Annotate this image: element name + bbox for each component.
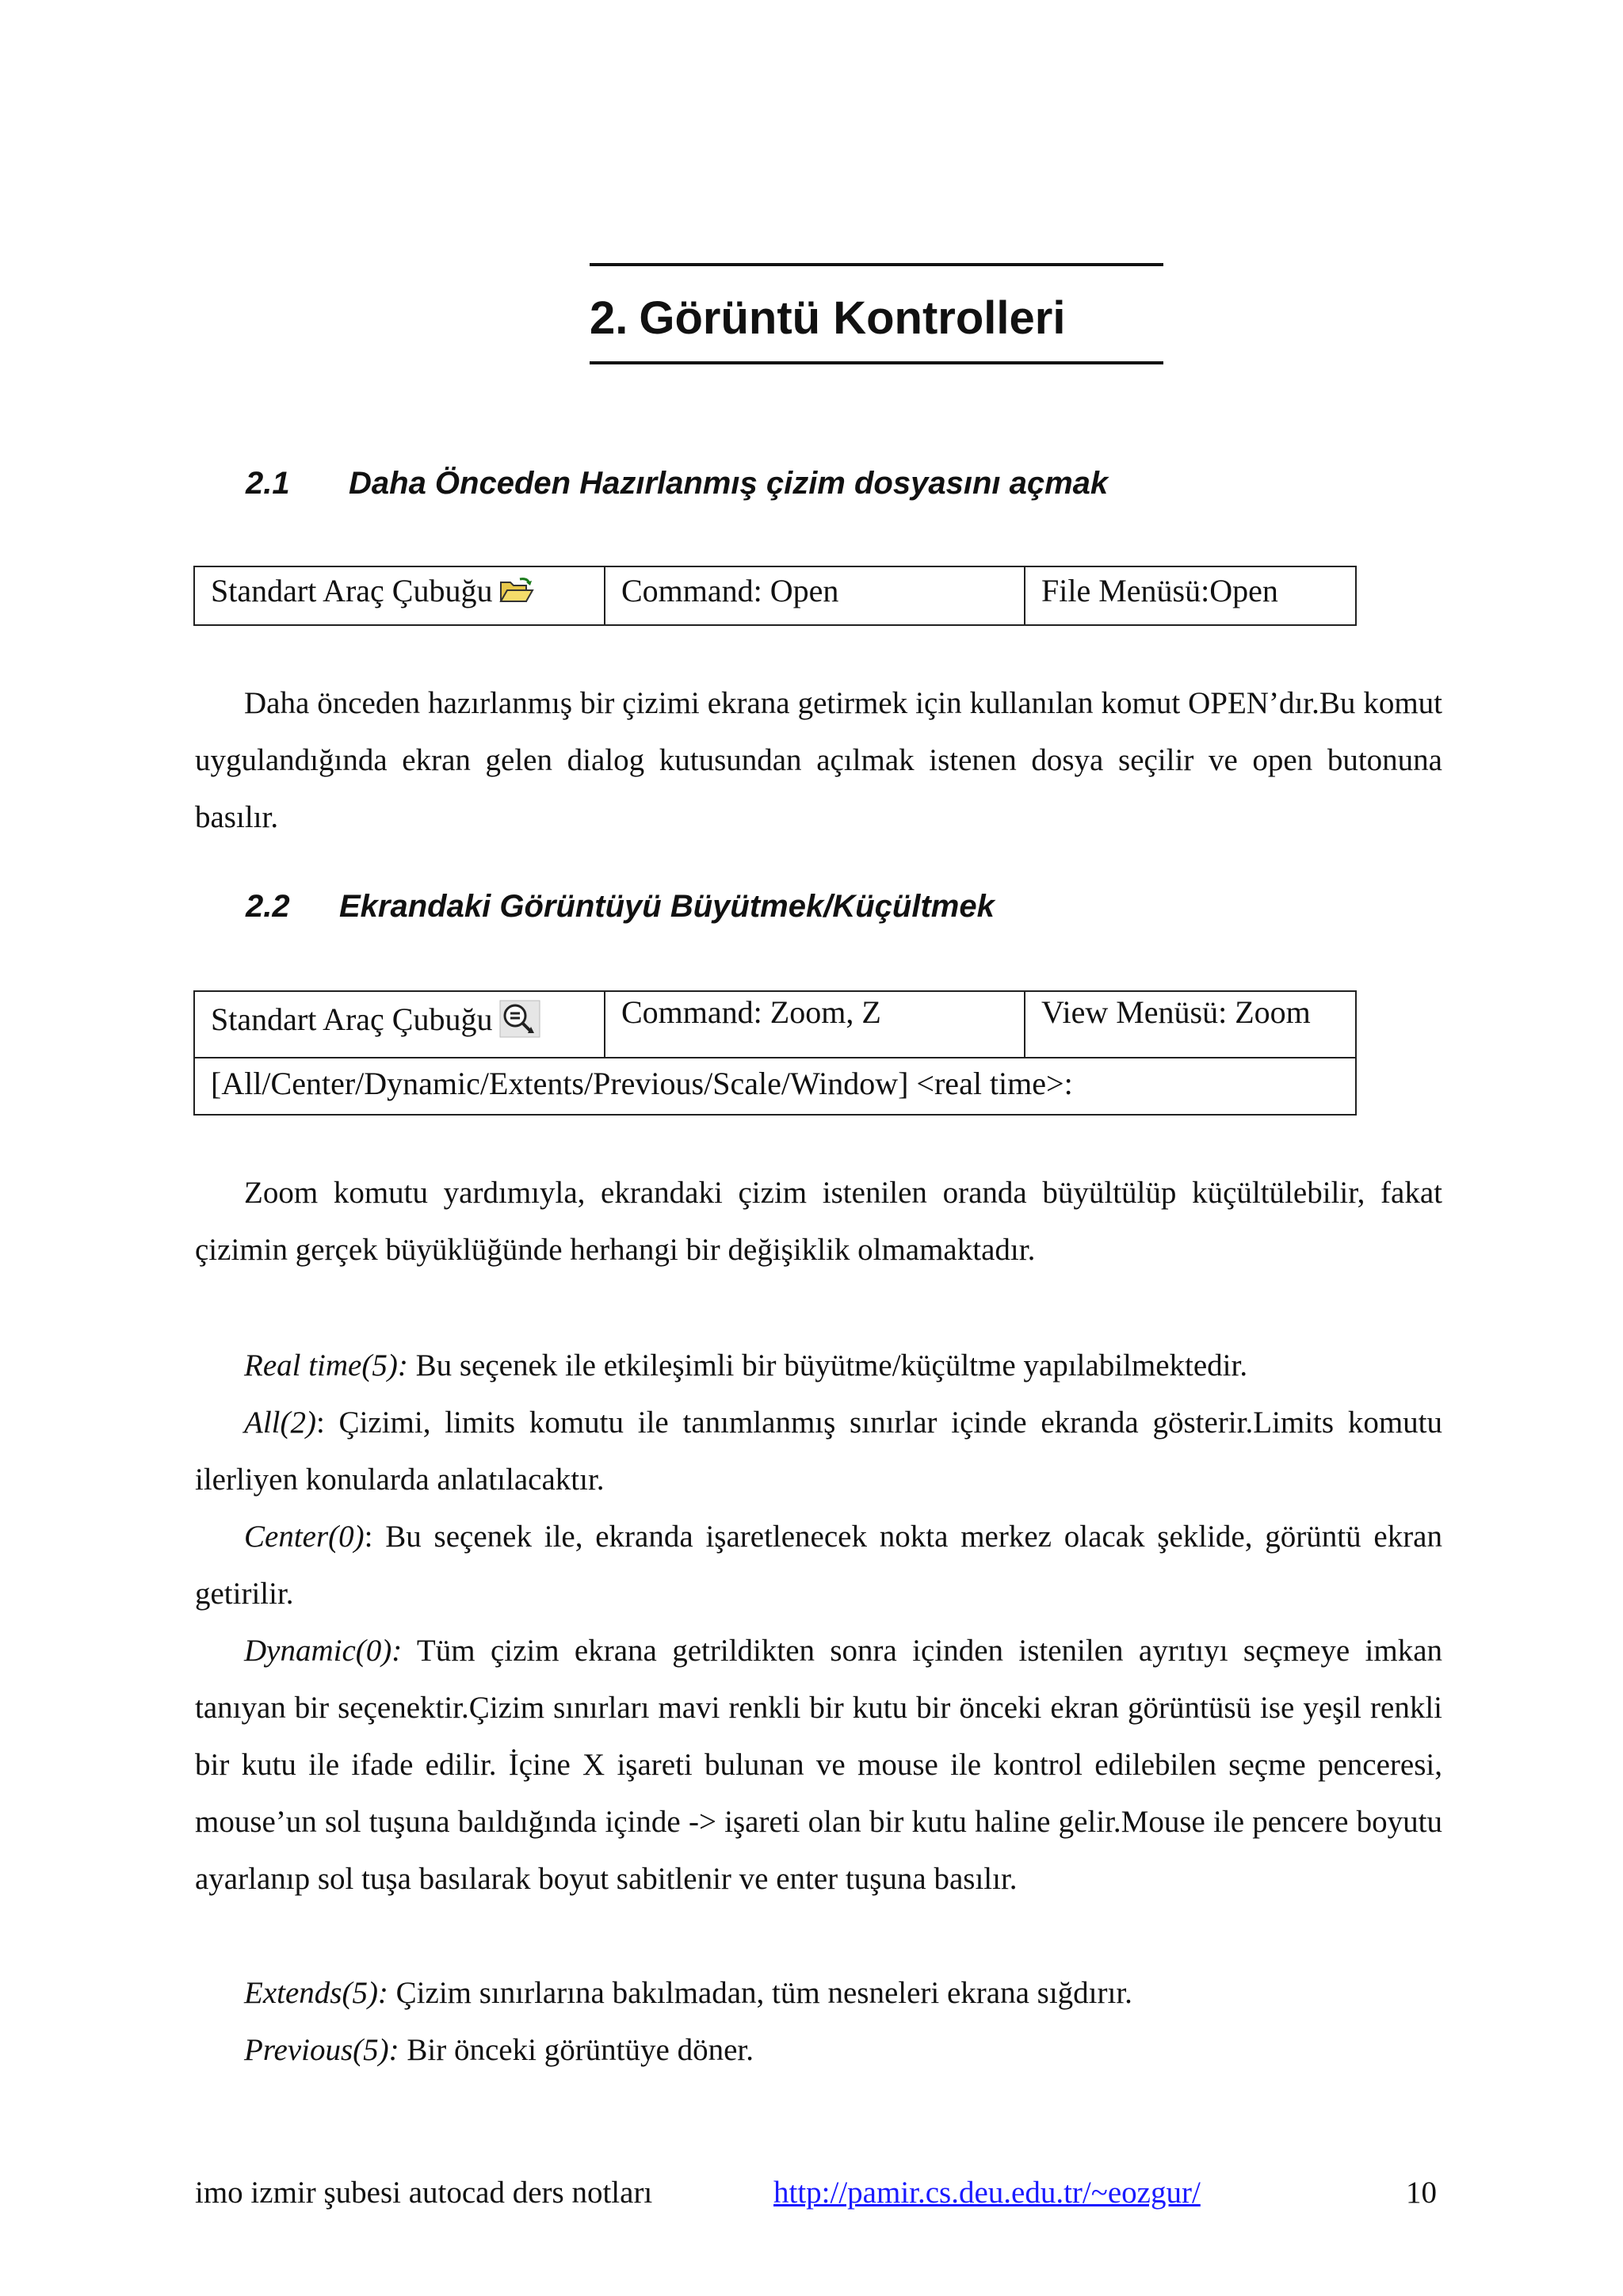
section-heading-2-2: [246, 884, 995, 929]
section-number: 2.1: [246, 466, 290, 501]
option-previous: [195, 2022, 1442, 2079]
option-dynamic: [195, 1623, 1442, 1908]
page-number: 10: [1406, 2176, 1437, 2210]
chapter-number: 2.: [590, 292, 628, 344]
zoom-realtime-icon: [499, 1000, 540, 1046]
footer-link[interactable]: http://pamir.cs.deu.edu.tr/~eozgur/: [773, 2176, 1201, 2210]
zoom-options-cell: [All/Center/Dynamic/Extents/Previous/Scale/Window] <real time>:: [194, 1058, 1356, 1115]
option-name: Center(0): [244, 1520, 365, 1554]
open-folder-icon: [499, 575, 534, 612]
option-text: : Bu seçenek ile, ekranda işaretlenecek nokta merkez olacak şeklide, görüntü ekran getirilir.: [195, 1520, 1442, 1611]
menu-cell: View Menüsü: Zoom: [1025, 991, 1356, 1058]
option-name: Dynamic(0):: [244, 1634, 403, 1668]
option-text: Bu seçenek ile etkileşimli bir büyütme/küçültme yapılabilmektedir.: [407, 1348, 1248, 1383]
section-heading-2-1: [246, 461, 1108, 505]
toolbar-label: Standart Araç Çubuğu: [211, 573, 493, 608]
chapter-title-text: Görüntü Kontrolleri: [639, 292, 1066, 344]
option-text: : Çizimi, limits komutu ile tanımlanmış sınırlar içinde ekranda gösterir.Limits komutu ilerliyen konularda anlatılacaktır.: [195, 1405, 1442, 1497]
section-title: Ekrandaki Görüntüyü Büyütmek/Küçültmek: [339, 889, 995, 924]
section-number: 2.2: [246, 889, 290, 924]
menu-cell: File Menüsü:Open: [1025, 566, 1356, 625]
option-text: Bir önceki görüntüye döner.: [399, 2033, 754, 2067]
chapter-rule-bottom: [590, 361, 1163, 364]
option-real-time: [195, 1337, 1442, 1394]
chapter-title: [590, 287, 1224, 350]
option-name: All(2): [244, 1405, 316, 1440]
option-name: Extends(5):: [244, 1976, 388, 2010]
zoom-command-table: [193, 990, 1357, 1116]
option-text: Çizim sınırlarına bakılmadan, tüm nesneleri ekrana sığdırır.: [388, 1976, 1132, 2010]
paragraph-open-description: Daha önceden hazırlanmış bir çizimi ekrana getirmek için kullanılan komut OPEN’dır.Bu komut uygulandığında ekran gelen dialog kutusundan açılmak istenen dosya seçilir ve open butonuna basılır.: [195, 686, 1442, 834]
option-name: Real time(5):: [244, 1348, 408, 1383]
paragraph-zoom-description: Zoom komutu yardımıyla, ekrandaki çizim istenilen oranda büyültülüp küçültülebilir, fakat çizimin gerçek büyüklüğünde herhangi bir değişiklik olmamaktadır.: [195, 1176, 1442, 1267]
toolbar-cell: [194, 991, 605, 1058]
footer-left-text: imo izmir şubesi autocad ders notları: [195, 2176, 653, 2210]
command-cell: Command: Open: [605, 566, 1025, 625]
chapter-rule-top: [590, 263, 1163, 266]
option-text: Tüm çizim ekrana getrildikten sonra içinden istenilen ayrıtıyı seçmeye imkan tanıyan bir seçenektir.Çizim sınırları mavi renkli bir kutu bir önceki ekran görüntüsü ise yeşil renkli bir kutu ile ifade edilir. İçine X işareti bulunan ve mouse ile kontrol edilebilen seçme penceresi, mouse’un sol tuşuna baıldığında içinde -> işareti olan bir kutu haline gelir.Mouse ile pencere boyutu ayarlanıp sol tuşa basılarak boyut sabitlenir ve enter tuşuna basılır.: [195, 1634, 1442, 1896]
option-name: Previous(5):: [244, 2033, 399, 2067]
option-extends: [195, 1965, 1442, 2022]
toolbar-cell: [194, 566, 605, 625]
command-cell: Command: Zoom, Z: [605, 991, 1025, 1058]
option-all: [195, 1394, 1442, 1508]
option-center: [195, 1508, 1442, 1623]
section-title: Daha Önceden Hazırlanmış çizim dosyasını açmak: [349, 466, 1109, 501]
open-command-table: [193, 566, 1357, 626]
toolbar-label: Standart Araç Çubuğu: [211, 1001, 493, 1038]
